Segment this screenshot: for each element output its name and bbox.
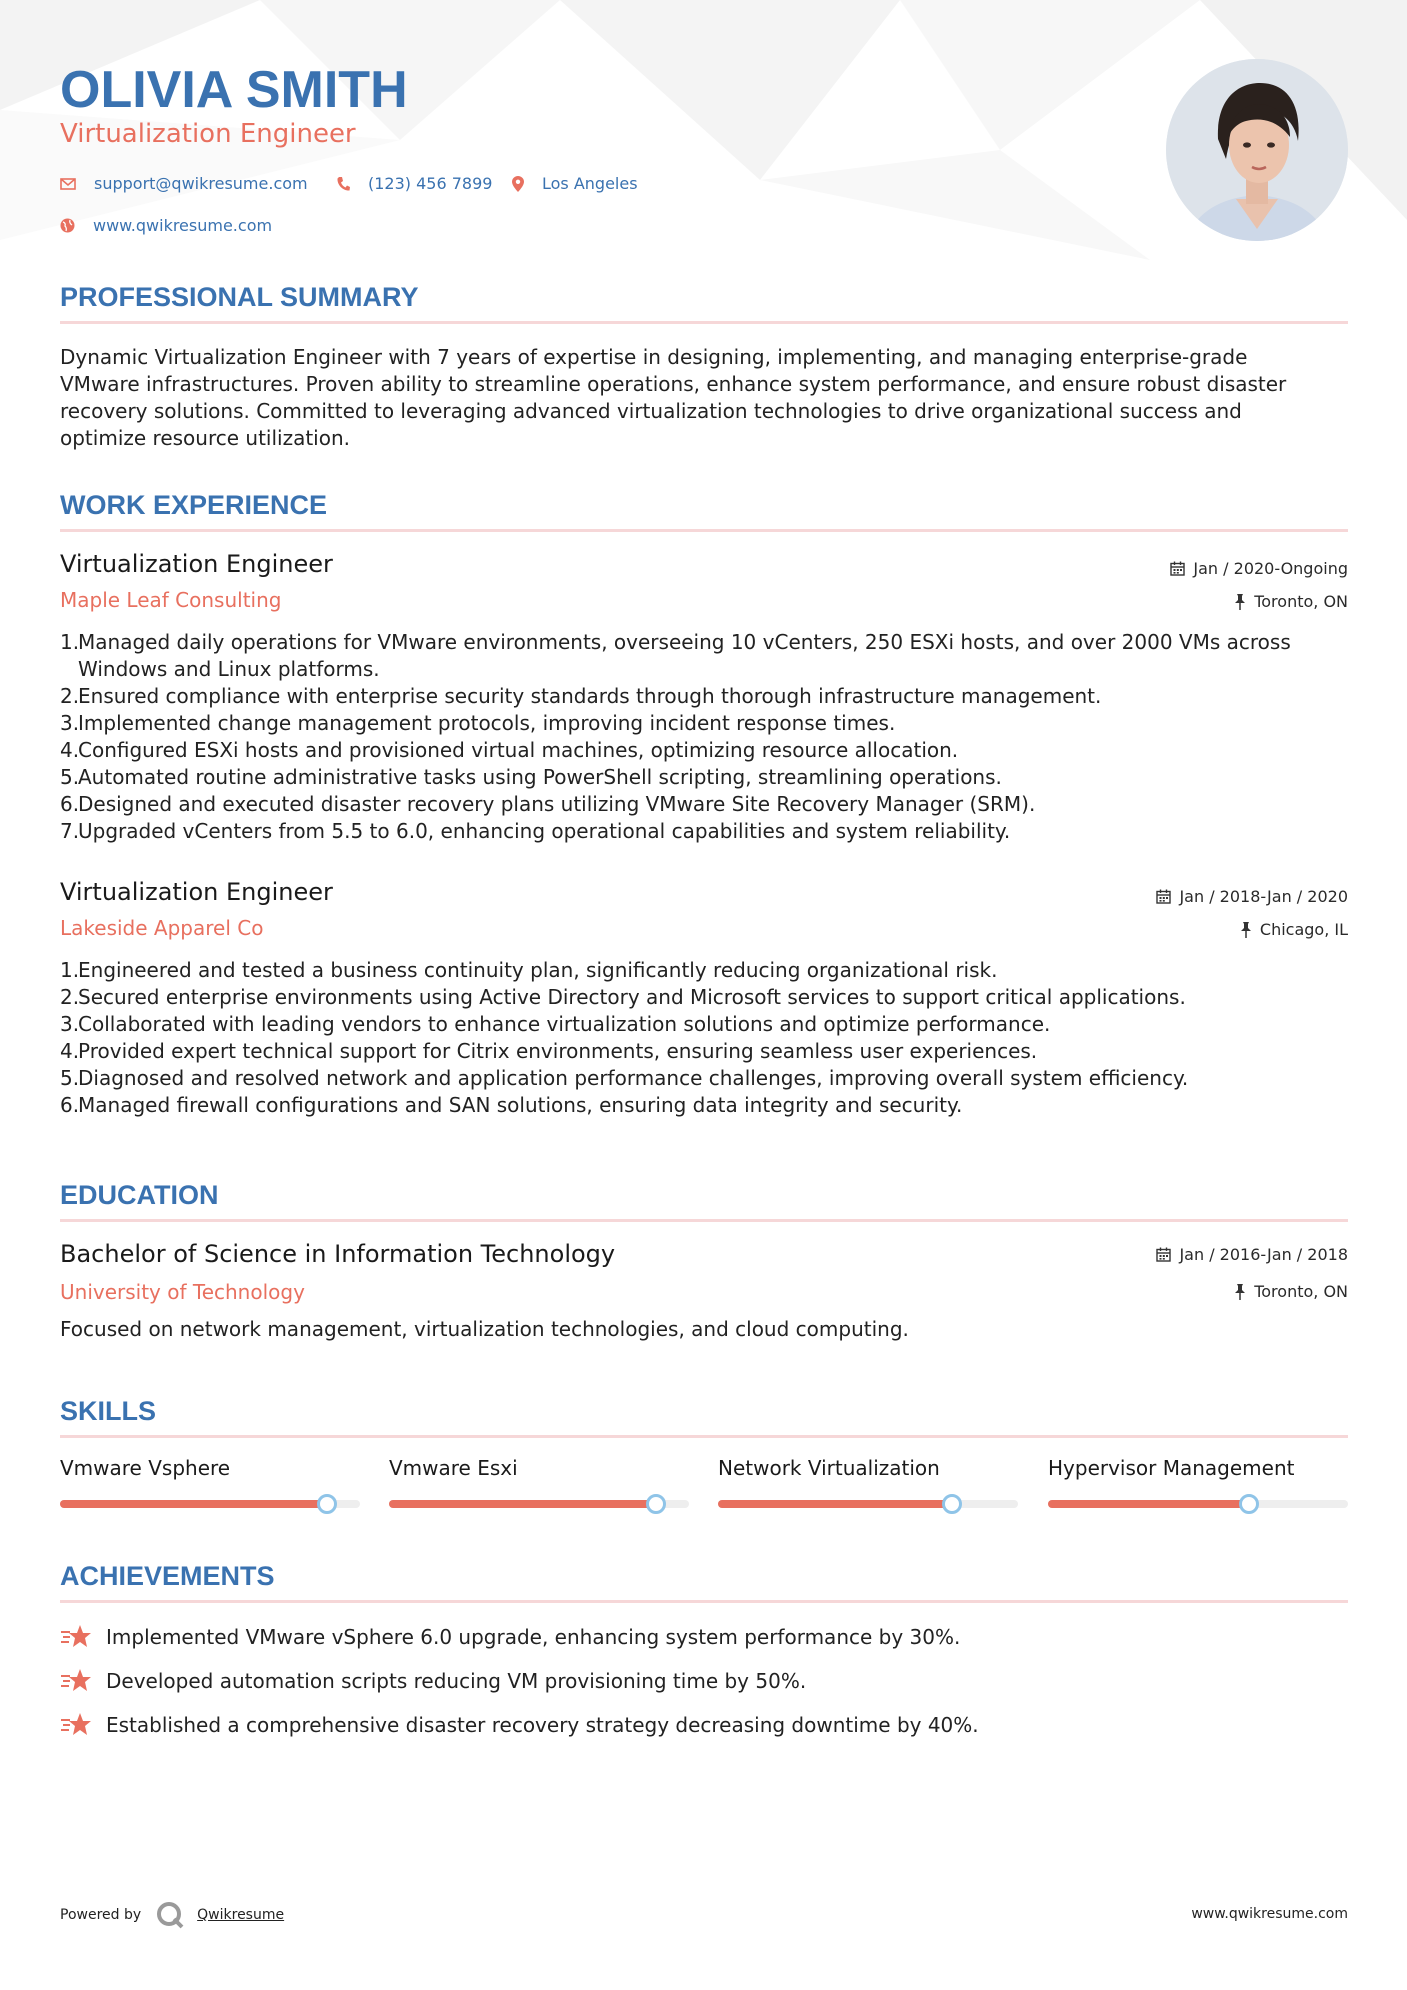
candidate-name: OLIVIA SMITH	[60, 61, 408, 119]
achievement-item	[60, 1624, 960, 1650]
map-pin-icon	[512, 176, 524, 192]
job-date	[1170, 559, 1348, 578]
skill-item	[60, 1456, 360, 1480]
section-title-summary: PROFESSIONAL SUMMARY	[60, 282, 419, 312]
list-item: 4. Configured ESXi hosts and provisioned virtual machines, optimizing resource allocation.	[60, 738, 959, 762]
summary-line: VMware infrastructures. Proven ability to streamline operations, enhance system performance, and ensure robust disaster	[60, 372, 1287, 396]
section-title-education: EDUCATION	[60, 1180, 219, 1210]
education-school: University of Technology	[60, 1280, 305, 1304]
list-item: 2. Secured enterprise environments using Active Directory and Microsoft services to support critical applications.	[60, 985, 1186, 1009]
globe-icon	[60, 218, 75, 233]
achievement-text: Established a comprehensive disaster recovery strategy decreasing downtime by 40%.	[106, 1713, 979, 1737]
phone-icon	[336, 176, 350, 192]
achievement-text: Developed automation scripts reducing VM provisioning time by 50%.	[106, 1669, 807, 1693]
section-divider	[60, 1600, 1348, 1603]
job-date	[1156, 887, 1348, 906]
email-text: support@qwikresume.com	[94, 174, 308, 193]
list-item: 6. Managed firewall configurations and SAN solutions, ensuring data integrity and security.	[60, 1093, 963, 1117]
education-description: Focused on network management, virtualization technologies, and cloud computing.	[60, 1317, 909, 1341]
job-title: Virtualization Engineer	[60, 550, 333, 578]
star-icon	[60, 1624, 92, 1650]
pushpin-icon	[1234, 1284, 1246, 1300]
summary-line: Dynamic Virtualization Engineer with 7 years of expertise in designing, implementing, and managing enterprise-grade	[60, 345, 1248, 369]
pushpin-icon	[1240, 922, 1252, 938]
skill-knob	[942, 1494, 962, 1514]
skill-item	[718, 1456, 1018, 1480]
achievement-item	[60, 1712, 979, 1738]
calendar-icon	[1170, 561, 1185, 576]
list-item: 2. Ensured compliance with enterprise security standards through thorough infrastructure management.	[60, 684, 1102, 708]
website-text: www.qwikresume.com	[93, 216, 273, 235]
qwikresume-logo-icon	[155, 1900, 185, 1930]
contact-phone[interactable]	[336, 174, 492, 193]
contact-location	[512, 174, 638, 193]
pushpin-icon	[1234, 594, 1246, 610]
skill-knob	[1239, 1494, 1259, 1514]
education-date	[1156, 1245, 1348, 1264]
list-item: 1. Engineered and tested a business continuity plan, significantly reducing organizational risk.	[60, 958, 998, 982]
job-company: Maple Leaf Consulting	[60, 588, 282, 612]
skill-track	[60, 1500, 360, 1508]
list-item: 3. Collaborated with leading vendors to enhance virtualization solutions and optimize performance.	[60, 1012, 1051, 1036]
profile-photo	[1166, 59, 1348, 241]
summary-line: optimize resource utilization.	[60, 426, 350, 450]
list-item: 4. Provided expert technical support for Citrix environments, ensuring seamless user experiences.	[60, 1039, 1038, 1063]
location-text: Los Angeles	[542, 174, 638, 193]
list-item: 5. Automated routine administrative tasks using PowerShell scripting, streamlining operations.	[60, 765, 1002, 789]
section-divider	[60, 529, 1348, 532]
skill-fill	[389, 1500, 656, 1508]
envelope-icon	[60, 178, 76, 190]
job-bullets	[60, 957, 1360, 1119]
list-item: 5. Diagnosed and resolved network and application performance challenges, improving overall system efficiency.	[60, 1066, 1189, 1090]
summary-text	[60, 344, 1350, 452]
calendar-icon	[1156, 1247, 1171, 1262]
skill-item	[1048, 1456, 1348, 1480]
education-place	[1234, 1282, 1348, 1301]
list-item: 6. Designed and executed disaster recovery plans utilizing VMware Site Recovery Manager (SRM).	[60, 792, 1036, 816]
education-place-text: Toronto, ON	[1254, 1282, 1348, 1301]
skill-track	[718, 1500, 1018, 1508]
star-icon	[60, 1668, 92, 1694]
section-divider	[60, 1435, 1348, 1438]
skill-knob	[646, 1494, 666, 1514]
skill-track	[1048, 1500, 1348, 1508]
skill-label: Hypervisor Management	[1048, 1456, 1295, 1480]
skill-item	[389, 1456, 689, 1480]
footer-powered-by	[60, 1900, 284, 1930]
section-divider	[60, 321, 1348, 324]
job-place	[1240, 920, 1348, 939]
star-icon	[60, 1712, 92, 1738]
skill-label: Vmware Vsphere	[60, 1456, 231, 1480]
list-item: 3. Implemented change management protocols, improving incident response times.	[60, 711, 896, 735]
contact-website[interactable]	[60, 216, 272, 235]
job-place	[1234, 592, 1348, 611]
footer-website[interactable]: www.qwikresume.com	[1191, 1906, 1348, 1922]
skill-label: Vmware Esxi	[389, 1456, 518, 1480]
skill-knob	[317, 1494, 337, 1514]
job-place-text: Chicago, IL	[1259, 920, 1348, 939]
section-title-skills: SKILLS	[60, 1396, 157, 1426]
skill-fill	[1048, 1500, 1249, 1508]
list-item: Windows and Linux platforms.	[78, 657, 380, 681]
qwikresume-link[interactable]: Qwikresume	[197, 1907, 285, 1923]
skill-track	[389, 1500, 689, 1508]
skill-fill	[60, 1500, 327, 1508]
skill-fill	[718, 1500, 952, 1508]
achievement-text: Implemented VMware vSphere 6.0 upgrade, enhancing system performance by 30%.	[106, 1625, 961, 1649]
job-bullets	[60, 629, 1360, 845]
job-title: Virtualization Engineer	[60, 878, 333, 906]
skill-label: Network Virtualization	[718, 1456, 940, 1480]
job-place-text: Toronto, ON	[1254, 592, 1348, 611]
list-item: 1. Managed daily operations for VMware environments, overseeing 10 vCenters, 250 ESXi hosts, and over 2000 VMs across	[60, 630, 1291, 654]
section-title-achievements: ACHIEVEMENTS	[60, 1561, 275, 1591]
achievement-item	[60, 1668, 806, 1694]
contact-email[interactable]	[60, 174, 308, 193]
education-date-text: Jan / 2016-Jan / 2018	[1179, 1245, 1348, 1264]
list-item: 7. Upgraded vCenters from 5.5 to 6.0, enhancing operational capabilities and system reliability.	[60, 819, 1011, 843]
section-divider	[60, 1219, 1348, 1222]
job-date-text: Jan / 2018-Jan / 2020	[1179, 887, 1348, 906]
job-date-text: Jan / 2020-Ongoing	[1193, 559, 1348, 578]
education-degree: Bachelor of Science in Information Technology	[60, 1240, 616, 1268]
section-title-experience: WORK EXPERIENCE	[60, 490, 328, 520]
powered-by-label: Powered by	[60, 1907, 142, 1923]
calendar-icon	[1156, 889, 1171, 904]
summary-line: recovery solutions. Committed to leveraging advanced virtualization technologies to drive organizational success and	[60, 399, 1242, 423]
phone-text: (123) 456 7899	[368, 174, 493, 193]
candidate-role: Virtualization Engineer	[60, 119, 356, 149]
job-company: Lakeside Apparel Co	[60, 916, 264, 940]
